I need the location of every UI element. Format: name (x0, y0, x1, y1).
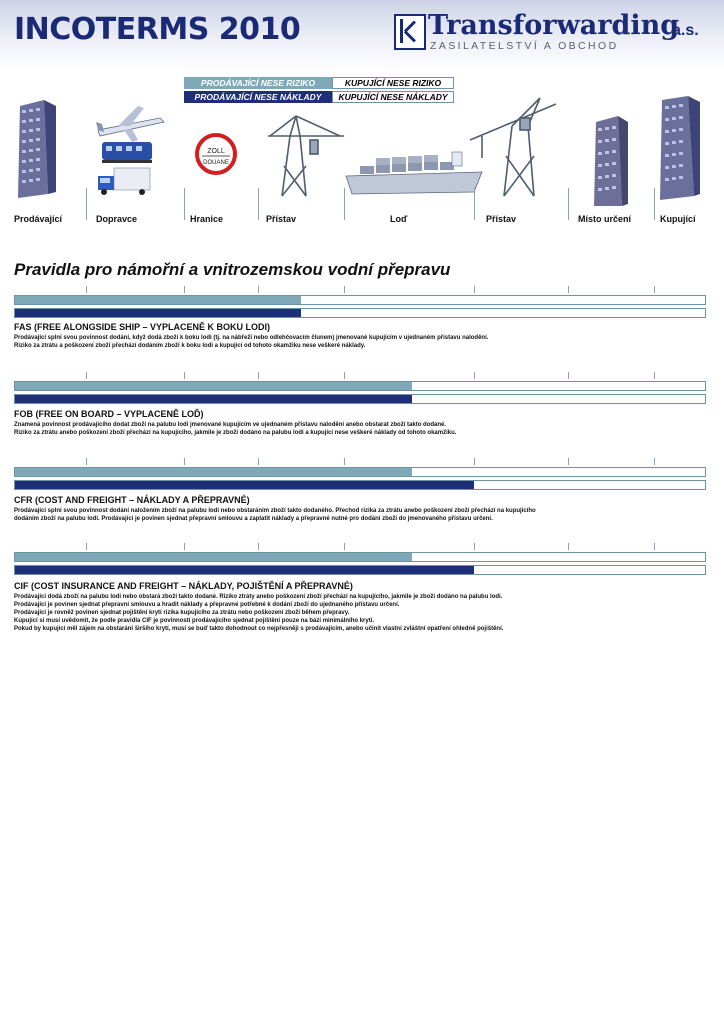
cost-bar (14, 308, 706, 318)
column-divider (258, 188, 259, 220)
column-tick (86, 458, 87, 465)
term-line: Prodávající je povinen sjednat přepravní smlouvu a hradit náklady a přepravné potřebné k dodání zboží do ujednaného přístavu určení. (14, 602, 400, 608)
section-title: Pravidla pro námořní a vnitrozemskou vodní přepravu (14, 260, 451, 279)
column-tick (184, 458, 185, 465)
cost-bar (14, 480, 706, 490)
term-line: Pokud by kupující měl zájem na obstarání širšího krytí, musí se buď takto dohodnout co nejpřesněji s prodávajícím, anebo učinit vlastní zvláštní opatření ohledně pojištění. (14, 626, 504, 632)
term-heading: FOB (FREE ON BOARD – VYPLACENĚ LOĎ) (14, 409, 204, 419)
term-line: Riziko za ztrátu a poškození zboží přechází dodáním zboží k boku lodi a kupující od tohoto okamžiku nese veškeré náklady. (14, 343, 366, 349)
term-line: Riziko za ztrátu anebo poškození zboží přechází na kupujícího, jakmile je zboží dodáno na palubu lodi a kupující nese veškeré náklady od tohoto okamžiku. (14, 430, 457, 436)
column-tick (474, 372, 475, 379)
port-crane-icon (268, 116, 344, 196)
column-tick (86, 372, 87, 379)
column-label-seller: Prodávající (14, 214, 63, 224)
cost-bar-fill (15, 395, 412, 403)
column-label-port-loading: Přístav (266, 214, 297, 224)
column-tick (654, 543, 655, 550)
term-line: Prodávající splní svou povinnost dodání, když dodá zboží k boku lodi (tj. na nábřeží nebo odlehčovacím člunem) jmenované kupujícím v ujednaném přístavu nalodění. (14, 335, 489, 341)
risk-bar (14, 381, 706, 391)
term-description (14, 421, 708, 437)
company-tagline: ZASILATELSTVÍ A OBCHOD (430, 40, 619, 52)
legend-buyer-risk: KUPUJÍCÍ NESE RIZIKO (332, 77, 454, 89)
column-label-port-destination: Přístav (486, 214, 517, 224)
column-label-ship: Loď (390, 214, 408, 224)
column-tick (474, 286, 475, 293)
container-ship-icon (346, 152, 482, 194)
column-divider (474, 188, 475, 220)
company-suffix: a.s. (672, 22, 699, 39)
column-divider (654, 188, 655, 220)
cost-bar-fill (15, 566, 474, 574)
column-tick (568, 286, 569, 293)
term-line: Prodávající dodá zboží na palubu lodi nebo obstará zboží takto dodané. Riziko ztráty anebo poškození zboží přechází na kupujícího, jakmile je zboží dodáno na palubu lodi. (14, 594, 503, 600)
term-description (14, 507, 708, 523)
column-divider (568, 188, 569, 220)
risk-bar-fill (15, 468, 412, 476)
column-tick (344, 543, 345, 550)
cost-bar (14, 565, 706, 575)
risk-bar-fill (15, 382, 412, 390)
risk-bar-fill (15, 296, 301, 304)
column-tick (258, 286, 259, 293)
legend-seller-risk: PRODÁVAJÍCÍ NESE RIZIKO (184, 77, 332, 89)
column-tick (568, 372, 569, 379)
legend-buyer-cost: KUPUJÍCÍ NESE NÁKLADY (332, 91, 454, 103)
column-divider (86, 188, 87, 220)
risk-bar (14, 467, 706, 477)
column-tick (86, 543, 87, 550)
company-name: Transforwarding (428, 10, 680, 41)
douane-text: DOUANE (203, 160, 229, 166)
term-line: Prodávající je rovněž povinen sjednat pojištění krytí rizika kupujícího za ztrátu nebo poškození zboží během přepravy. (14, 610, 350, 616)
legend-seller-cost: PRODÁVAJÍCÍ NESE NÁKLADY (184, 91, 332, 103)
truck-icon (98, 168, 150, 195)
column-tick (184, 543, 185, 550)
column-divider (184, 188, 185, 220)
column-tick (654, 286, 655, 293)
term-description (14, 334, 708, 350)
column-tick (568, 543, 569, 550)
airplane-icon (96, 106, 164, 142)
column-tick (184, 372, 185, 379)
column-tick (344, 458, 345, 465)
company-logo-icon (394, 14, 426, 50)
customs-sign-icon (197, 135, 235, 173)
transport-illustration (0, 96, 724, 226)
column-tick (184, 286, 185, 293)
cost-bar-fill (15, 481, 474, 489)
term-line: Znamená povinnost prodávajícího dodat zboží na palubu lodi jmenované kupujícím ve ujednaném přístavu nalodění anebo obstarat zboží takto dodané. (14, 422, 447, 428)
term-heading: CFR (COST AND FREIGHT – NÁKLADY A PŘEPRAVNÉ) (14, 495, 250, 505)
cost-bar-fill (15, 309, 301, 317)
column-tick (474, 458, 475, 465)
train-icon (102, 142, 152, 163)
term-line: dodáním zboží na palubu lodi. Prodávající je povinen sjednat přepravní smlouvu a zaplatit náklady a přepravné nutné pro dodání zboží do jmenovaného přístavu určení. (14, 516, 493, 522)
destination-building-icon (594, 116, 628, 206)
page-title: INCOTERMS 2010 (14, 12, 301, 47)
risk-bar (14, 552, 706, 562)
column-label-buyer: Kupující (660, 214, 696, 224)
column-divider (344, 188, 345, 220)
term-line: Kupující si musí uvědomit, že podle pravidla CIF je povinností prodávajícího sjednat pojištění pouze na bázi minimálního krytí. (14, 618, 375, 624)
term-description (14, 593, 708, 633)
column-tick (344, 372, 345, 379)
buyer-building-icon (660, 96, 700, 200)
term-line: Prodávající splní svou povinnost dodání naložením zboží na palubu lodi nebo obstaráním zboží takto dodaného. Přechod rizika za ztrátu anebo poškození zboží přechází na kupujícího (14, 508, 536, 514)
risk-bar (14, 295, 706, 305)
column-tick (258, 458, 259, 465)
column-tick (474, 543, 475, 550)
column-tick (258, 372, 259, 379)
column-tick (86, 286, 87, 293)
seller-building-icon (18, 100, 56, 198)
column-tick (654, 458, 655, 465)
term-heading: FAS (FREE ALONGSIDE SHIP – VYPLACENĚ K BOKU LODI) (14, 322, 271, 332)
zoll-text: ZOLL (207, 148, 225, 155)
port-crane-icon (470, 98, 556, 196)
column-label-border: Hranice (190, 214, 224, 224)
column-tick (258, 543, 259, 550)
column-label-carrier: Dopravce (96, 214, 138, 224)
column-tick (344, 286, 345, 293)
legend-risk-row (184, 77, 454, 89)
term-heading: CIF (COST INSURANCE AND FREIGHT – NÁKLADY, POJIŠTĚNÍ A PŘEPRAVNÉ) (14, 581, 353, 591)
cost-bar (14, 394, 706, 404)
risk-bar-fill (15, 553, 412, 561)
column-label-destination: Místo určení (578, 214, 632, 224)
column-tick (654, 372, 655, 379)
column-tick (568, 458, 569, 465)
